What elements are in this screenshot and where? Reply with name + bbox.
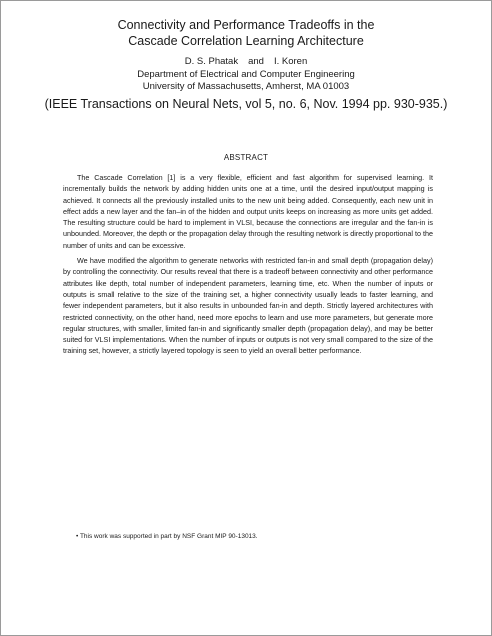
author-conjunction: and — [248, 56, 264, 67]
abstract-paragraph-2: We have modified the algorithm to generate networks with restricted fan-in and small depth (propagation delay) by controlling the connectivity. Our results reveal that there is a tradeoff between connectivity and other performance attributes like depth, total number of independent parameters, learning time, etc. When the number of inputs or outputs is small relative to the size of the training set, a higher connectivity usually leads to faster learning, and fewer independent parameters, but it also results in unbounded fan-in and depth. Strictly layered architectures with restricted connectivity, on the other hand, need more epochs to learn and use more parameters, but generate more regular structures, with smaller, limited fan-in and significantly smaller depth (propagation delay), and may be better suited for VLSI implementations. When the number of inputs or outputs is not very small compared to the size of the training set, however, a strictly layered topology is seen to yield an overall better performance. — [63, 256, 433, 356]
affiliation-line-1: Department of Electrical and Computer Engineering — [137, 68, 355, 80]
affiliation-line-2: University of Massachusetts, Amherst, MA 01003 — [142, 81, 350, 92]
paper-title — [1, 17, 491, 49]
author-block — [1, 56, 491, 94]
title-line-1: Connectivity and Performance Tradeoffs in the — [117, 18, 375, 32]
author-names — [1, 56, 491, 69]
footnote: • This work was supported in part by NSF Grant MIP 90-13013. — [76, 533, 258, 540]
abstract-body — [63, 172, 433, 361]
abstract-heading: ABSTRACT — [223, 153, 269, 162]
title-line-2: Cascade Correlation Learning Architecture — [128, 34, 364, 48]
author-1: D. S. Phatak — [184, 56, 239, 67]
author-2: I. Koren — [273, 56, 308, 67]
publication-note: (IEEE Transactions on Neural Nets, vol 5, no. 6, Nov. 1994 pp. 930-935.) — [44, 97, 448, 111]
abstract-paragraph-1: The Cascade Correlation [1] is a very flexible, efficient and fast algorithm for supervised learning. It incrementally builds the network by adding hidden units one at a time, until the desired input/output mapping is achieved. It connects all the previously installed units to the new unit being added. Consequently, each new unit in effect adds a new layer and the fan–in of the hidden and output units keeps on increasing as more units get added. The resulting structure could be hard to implement in VLSI, because the connections are irregular and the fan-in is unbounded. Moreover, the depth or the propagation delay through the resulting network is directly proportional to the number of units and can be excessive. — [63, 173, 433, 250]
